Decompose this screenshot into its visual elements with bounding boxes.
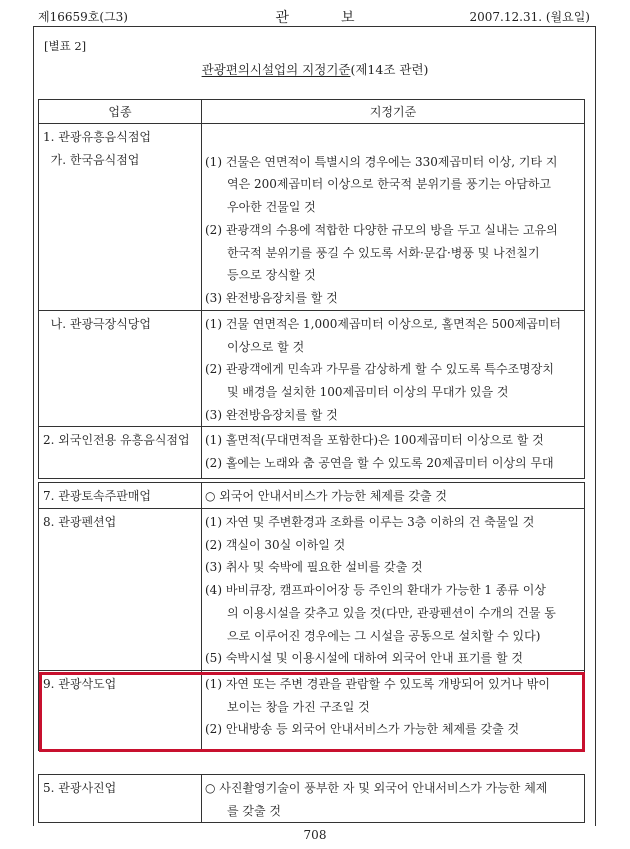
- gazette-issue-number: 제16659호(그3): [38, 10, 128, 24]
- category-label: 나. 관광극장식당업: [43, 317, 151, 331]
- criteria-item: (2) 홀에는 노래와 춤 공연을 할 수 있도록 20제곱미터 이상의 무대: [205, 455, 554, 470]
- column-divider: [201, 124, 202, 310]
- document-title-suffix: (제14조 관련): [350, 62, 429, 77]
- criteria-item: (3) 완전방음장치를 할 것: [205, 407, 338, 422]
- criteria-list: [205, 313, 583, 427]
- criteria-item: (1) 건물은 연면적이 특별시의 경우에는 330제곱미터 이상, 기타 지: [205, 154, 558, 169]
- criteria-item: (2) 객실이 30실 이하일 것: [205, 537, 346, 552]
- criteria-item: (5) 숙박시설 및 이용시설에 대하여 외국어 안내 표기를 할 것: [205, 651, 523, 666]
- criteria-item: (1) 홀면적(무대면적을 포함한다)은 100제곱미터 이상으로 할 것: [205, 433, 544, 447]
- criteria-list: [205, 485, 583, 508]
- category-label: 8. 관광펜션업: [43, 515, 117, 529]
- criteria-list: [205, 511, 583, 670]
- criteria-item-continuation: 를 갖출 것: [227, 803, 281, 818]
- category-label: 9. 관광삭도업: [43, 677, 117, 691]
- criteria-item: ○ 사진촬영기술이 풍부한 자 및 외국어 안내서비스가 가능한 체제: [205, 781, 548, 795]
- category-label: 7. 관광토속주판매업: [43, 489, 152, 503]
- table-row: [38, 310, 585, 427]
- criteria-item-continuation: 의 이용시설을 갖추고 있을 것(다만, 관광펜션이 수개의 건물 동: [227, 605, 556, 620]
- gazette-date: 2007.12.31. (월요일): [469, 10, 590, 24]
- criteria-item: (3) 취사 및 숙박에 필요한 설비를 갖출 것: [205, 560, 423, 575]
- criteria-item-continuation: 우아한 건물일 것: [227, 200, 316, 215]
- criteria-list: [205, 777, 583, 822]
- criteria-item: (1) 자연 및 주변환경과 조화를 이루는 3층 이하의 건 축물일 것: [205, 515, 535, 529]
- criteria-item-continuation: 이상으로 할 것: [227, 339, 305, 354]
- table-header-row: [38, 99, 585, 124]
- criteria-item: (1) 자연 또는 주변 경관을 관람할 수 있도록 개방되어 있거나 밖이: [205, 677, 550, 691]
- header-category: 업종: [108, 105, 132, 119]
- criteria-item: (1) 건물 연면적은 1,000제곱미터 이상으로, 홀면적은 500제곱미터: [205, 317, 561, 331]
- column-divider: [201, 775, 202, 822]
- criteria-item-continuation: 보이는 창을 가진 구조일 것: [227, 699, 370, 714]
- criteria-item-continuation: 및 배경을 설치한 100제곱미터 이상의 무대가 있을 것: [227, 385, 509, 400]
- criteria-item-continuation: 역은 200제곱미터 이상으로 한국적 분위기를 풍기는 아담하고: [227, 177, 552, 192]
- column-divider: [201, 483, 202, 508]
- category-label: 가. 한국음식점업: [43, 152, 140, 167]
- page-number: 708: [303, 828, 327, 842]
- column-divider: [201, 427, 202, 478]
- criteria-item: (2) 안내방송 등 외국어 안내서비스가 가능한 체제를 갖출 것: [205, 722, 520, 737]
- table-row: [38, 482, 585, 509]
- highlight-box: [39, 672, 585, 752]
- criteria-item-continuation: 한국적 분위기를 풍길 수 있도록 서화·문갑·병풍 및 나전칠기: [227, 245, 540, 260]
- criteria-item: (4) 바비큐장, 캠프파이어장 등 주인의 환대가 가능한 1 종류 이상: [205, 583, 546, 598]
- table-row: [38, 774, 585, 823]
- document-title-main: 관광편의시설업의 지정기준: [201, 62, 351, 77]
- category-label: 1. 관광유흥음식점업: [43, 130, 152, 144]
- criteria-item: ○ 외국어 안내서비스가 가능한 체제를 갖출 것: [205, 489, 448, 503]
- annex-label: [별표 2]: [44, 39, 87, 53]
- document-title: [0, 60, 630, 78]
- criteria-item: (2) 관광객의 수용에 적합한 다양한 규모의 방을 두고 실내는 고유의: [205, 222, 558, 237]
- column-divider: [201, 311, 202, 426]
- table-row: [38, 123, 585, 311]
- criteria-list: [205, 151, 583, 310]
- criteria-item-continuation: 등으로 장식할 것: [227, 268, 316, 283]
- table-row: [38, 426, 585, 479]
- criteria-list: [205, 429, 583, 474]
- gazette-name: 관보: [275, 10, 407, 26]
- category-label: 2. 외국인전용 유흥음식점업: [43, 433, 190, 447]
- column-divider: [201, 509, 202, 670]
- criteria-item-continuation: 으로 이루어진 경우에는 그 시설을 공동으로 설치할 수 있다): [227, 628, 541, 643]
- table-row: [38, 508, 585, 671]
- category-label: 5. 관광사진업: [43, 781, 117, 795]
- criteria-item: (3) 완전방음장치를 할 것: [205, 290, 338, 305]
- header-criteria: 지정기준: [369, 105, 417, 119]
- criteria-item: (2) 관광객에게 민속과 가무를 감상하게 할 수 있도록 특수조명장치: [205, 362, 554, 377]
